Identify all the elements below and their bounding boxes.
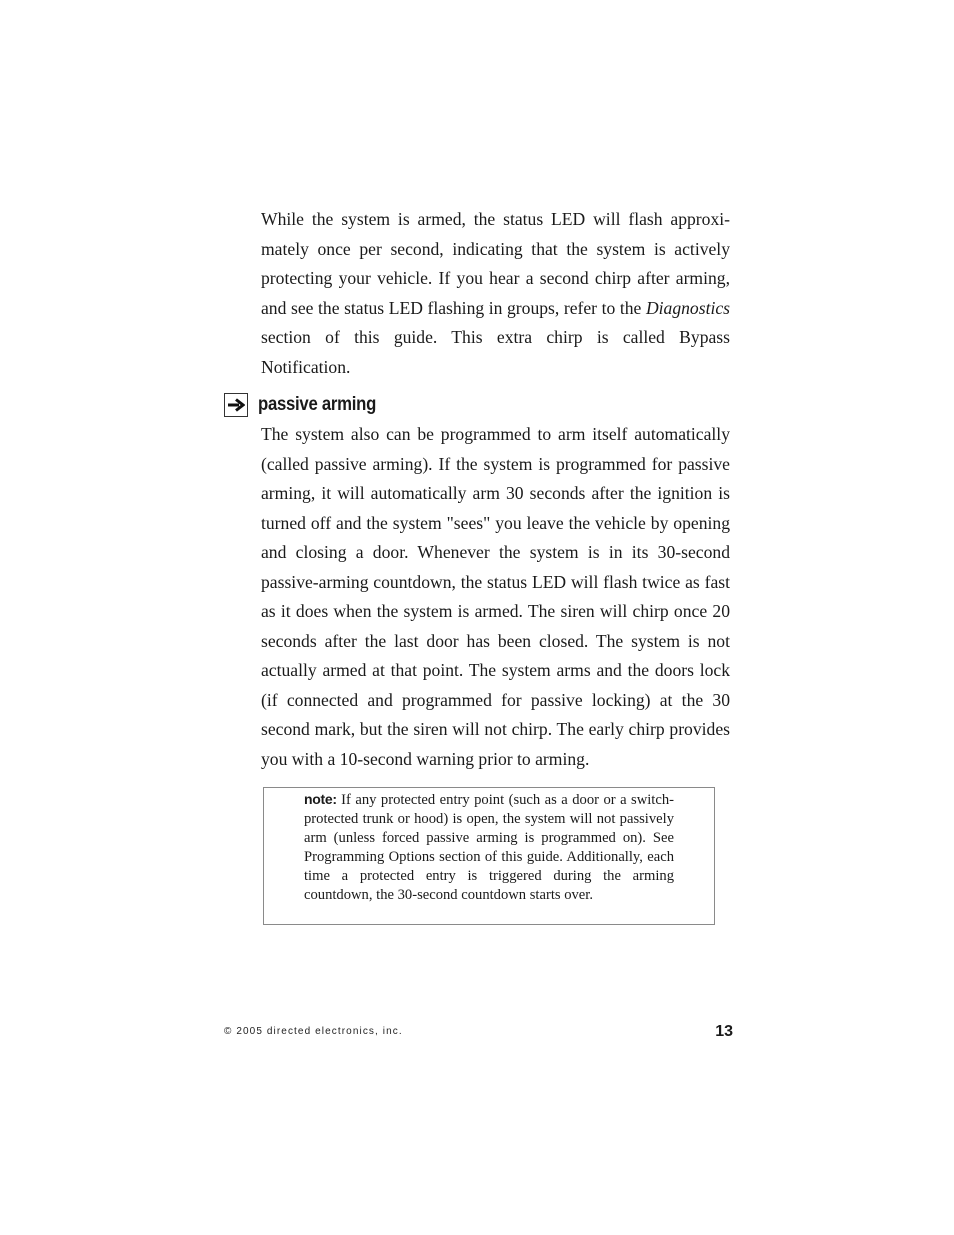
note-paragraph — [304, 790, 674, 905]
intro-text-before: While the system is armed, the status LED will flash approximately once per second, indicating that the system is actively protecting your vehicle. If you hear a second chirp after arming, and see the status LED flashing in groups, refer to the — [261, 209, 730, 318]
note-label: note: — [304, 791, 337, 807]
intro-text-after: section of this guide. This extra chirp is called Bypass Notification. — [261, 327, 730, 377]
right-arrow-icon — [224, 393, 248, 417]
page-number: 13 — [715, 1023, 733, 1040]
diagnostics-emphasis: Diagnostics — [645, 297, 730, 318]
footer-copyright: © 2005 directed electronics, inc. — [224, 1026, 403, 1037]
note-text: If any protected entry point (such as a door or a switch-protected trunk or hood) is open, the system will not passively arm (unless forced passive arming is programmed on). See Programming Options section of this guide. Additionally, each time a protected entry is triggered during the arming countdown, the 30-second countdown starts over. — [304, 792, 674, 903]
passive-arming-paragraph: The system also can be programmed to arm itself automatically (called passive arming). If the system is programmed for passive arming, it will automatically arm 30 seconds after the ignition is turned off and the system "sees" you leave the vehicle by opening and closing a door. Whenever the system is in its 30-second passive-arming countdown, the status LED will flash twice as fast as it does when the system is armed. The siren will chirp once 20 seconds after the last door has been closed. The system is not actually armed at that point. The system arms and the doors lock (if connected and programmed for passive locking) at the 30 second mark, but the siren will not chirp. The early chirp provides you with a 10-second warning prior to arming. — [261, 424, 730, 769]
note-box — [263, 787, 715, 925]
section-heading-row — [224, 390, 392, 420]
intro-paragraph — [261, 205, 730, 382]
section-heading: passive arming — [258, 394, 377, 415]
